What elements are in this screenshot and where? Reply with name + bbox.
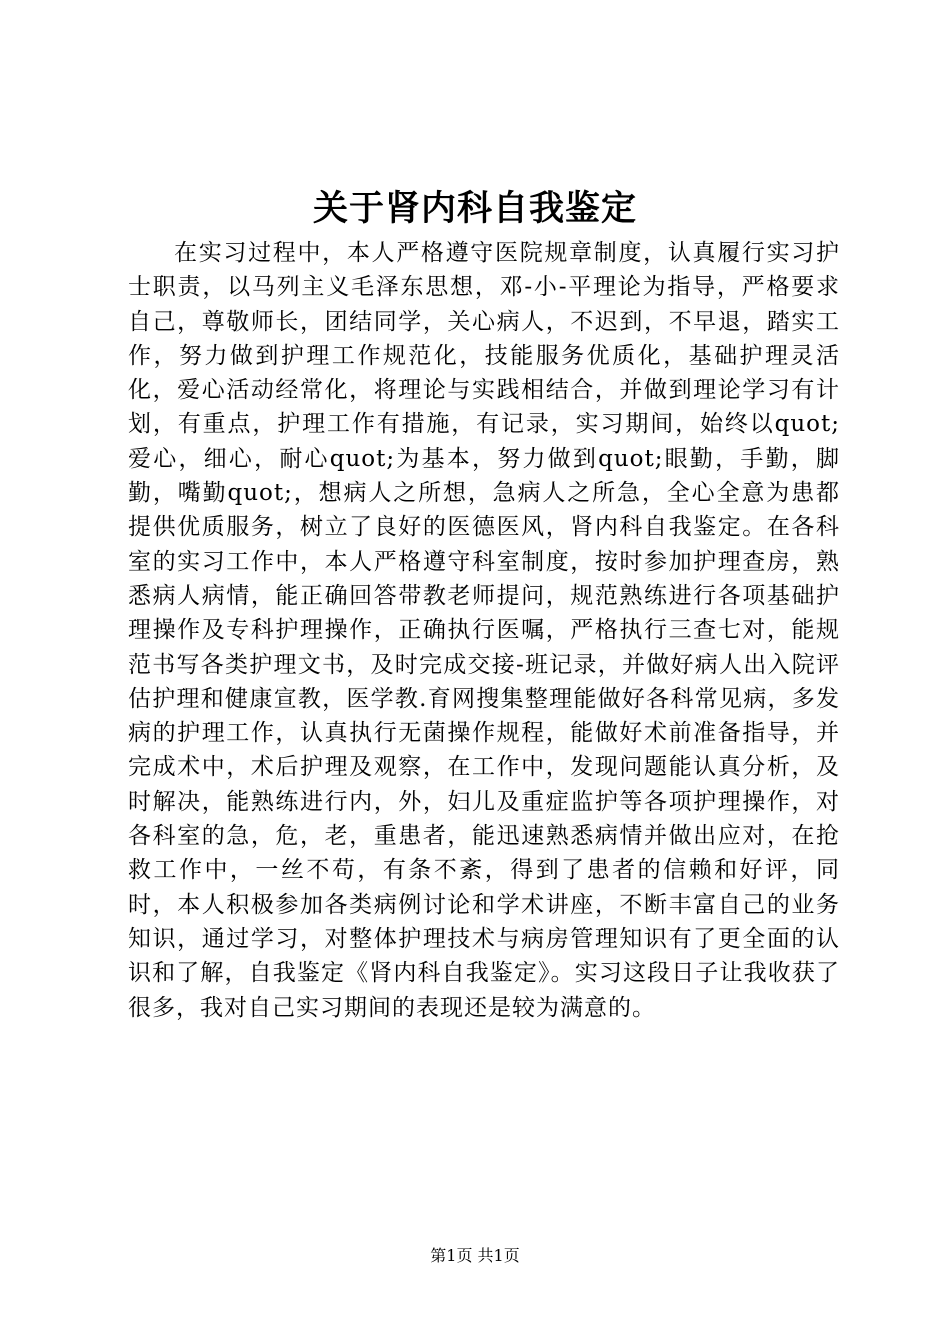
- document-title: 关于肾内科自我鉴定: [312, 188, 637, 229]
- page-total: 共1页: [477, 1246, 520, 1265]
- page-number: 第1页: [430, 1246, 473, 1265]
- document-body-paragraph: 在实习过程中，本人严格遵守医院规章制度，认真履行实习护士职责，以马列主义毛泽东思想，邓-小-平理论为指导，严格要求自己，尊敬师长，团结同学，关心病人，不迟到，不早退，踏实工作，努力做到护理工作规范化，技能服务优质化，基础护理灵活化，爱心活动经常化，将理论与实践相结合，并做到理论学习有计划，有重点，护理工作有措施，有记录，实习期间，始终以quot;爱心，细心，耐心quot;为基本，努力做到quot;眼勤，手勤，脚勤，嘴勤quot;，想病人之所想，急病人之所急，全心全意为患都提供优质服务，树立了良好的医德医风，肾内科自我鉴定。在各科室的实习工作中，本人严格遵守科室制度，按时参加护理查房，熟悉病人病情，能正确回答带教老师提问，规范熟练进行各项基础护理操作及专科护理操作，正确执行医嘱，严格执行三查七对，能规范书写各类护理文书，及时完成交接-班记录，并做好病人出入院评估护理和健康宣教，医学教.育网搜集整理能做好各科常见病，多发病的护理工作，认真执行无菌操作规程，能做好术前准备指导，并完成术中，术后护理及观察，在工作中，发现问题能认真分析，及时解决，能熟练进行内，外，妇儿及重症监护等各项护理操作，对各科室的急，危，老，重患者，能迅速熟悉病情并做出应对，在抢救工作中，一丝不苟，有条不紊，得到了患者的信赖和好评，同时，本人积极参加各类病例讨论和学术讲座，不断丰富自己的业务知识，通过学习，对整体护理技术与病房管理知识有了更全面的认识和了解，自我鉴定《肾内科自我鉴定》。实习这段日子让我收获了很多，我对自己实习期间的表现还是较为满意的。: [128, 240, 840, 1021]
- page-footer: [0, 1244, 950, 1268]
